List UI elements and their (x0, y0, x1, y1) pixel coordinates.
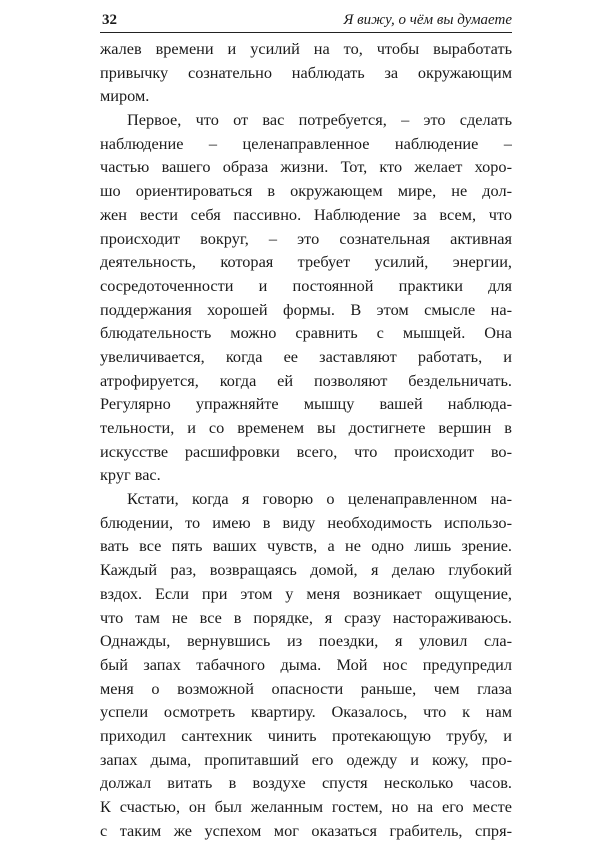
text-line: что там не все в порядке, я сразу настораживаюсь. (100, 607, 512, 627)
text-line: меня о возможной опасности раньше, чем глаза (100, 678, 512, 698)
text-line: Первое, что от вас потребуется, – это сделать (127, 110, 512, 130)
text-line: Кстати, когда я говорю о целенаправленном на- (127, 489, 512, 509)
text-line: жен вести себя пассивно. Наблюдение за всем, что (100, 204, 512, 224)
running-header (100, 10, 512, 33)
text-line: миром. (100, 86, 150, 106)
text-line: приходил сантехник чинить протекающую трубу, и (100, 725, 512, 745)
text-line: вздох. Если при этом у меня возникает ощущение, (100, 583, 512, 603)
text-line: Каждый раз, возвращаясь домой, я делаю глубокий (100, 560, 512, 580)
text-line: Регулярно упражняйте мышцу вашей наблюда- (100, 394, 512, 414)
page-number: 32 (102, 12, 117, 28)
body-text (100, 37, 512, 842)
text-line: тельности, и со временем вы достигнете вершин в (100, 418, 512, 437)
text-line: должал витать в воздухе спустя несколько часов. (100, 773, 512, 793)
text-line: увеличивается, когда ее заставляют работать, и (100, 346, 512, 366)
text-line: Однажды, вернувшись из поездки, я уловил сла- (100, 631, 512, 651)
text-line: деятельность, которая требует усилий, энергии, (100, 252, 512, 272)
text-line: искусстве расшифровки всего, что происходит во- (100, 441, 512, 461)
book-page (100, 10, 512, 842)
text-line: круг вас. (100, 465, 161, 485)
text-line: вать все пять ваших чувств, а не одно лишь зрение. (100, 536, 512, 556)
text-line: с таким же успехом мог оказаться грабитель, спря- (100, 820, 512, 840)
book-title: Я вижу, о чём вы думаете (343, 12, 512, 28)
paragraph (100, 487, 512, 842)
text-line: привычку сознательно наблюдать за окружающим (100, 62, 512, 82)
paragraph-continuation (100, 37, 512, 108)
text-line: жалев времени и усилий на то, чтобы выработать (100, 39, 512, 58)
text-line: бый запах табачного дыма. Мой нос предупредил (100, 654, 512, 674)
text-line: происходит вокруг, – это сознательная активная (100, 228, 512, 248)
text-line: успели осмотреть квартиру. Оказалось, что к нам (100, 702, 512, 722)
text-line: К счастью, он был желанным гостем, но на его месте (100, 797, 512, 816)
text-line: атрофируется, когда ей позволяют бездельничать. (100, 370, 512, 390)
text-line: сосредоточенности и постоянной практики для (100, 275, 512, 295)
text-line: запах дыма, пропитавший его одежду и кожу, про- (100, 749, 512, 769)
text-line: блюдательность можно сравнить с мышцей. Она (100, 323, 512, 343)
paragraph (100, 108, 512, 487)
text-line: частью вашего образа жизни. Тот, кто желает хоро- (100, 157, 512, 177)
text-line: блюдении, то имею в виду необходимость использо- (100, 512, 512, 532)
text-line: наблюдение – целенаправленное наблюдение – (100, 133, 512, 153)
text-line: поддержания хорошей формы. В этом смысле на- (100, 299, 512, 319)
text-line: шо ориентироваться в окружающем мире, не дол- (100, 181, 512, 201)
